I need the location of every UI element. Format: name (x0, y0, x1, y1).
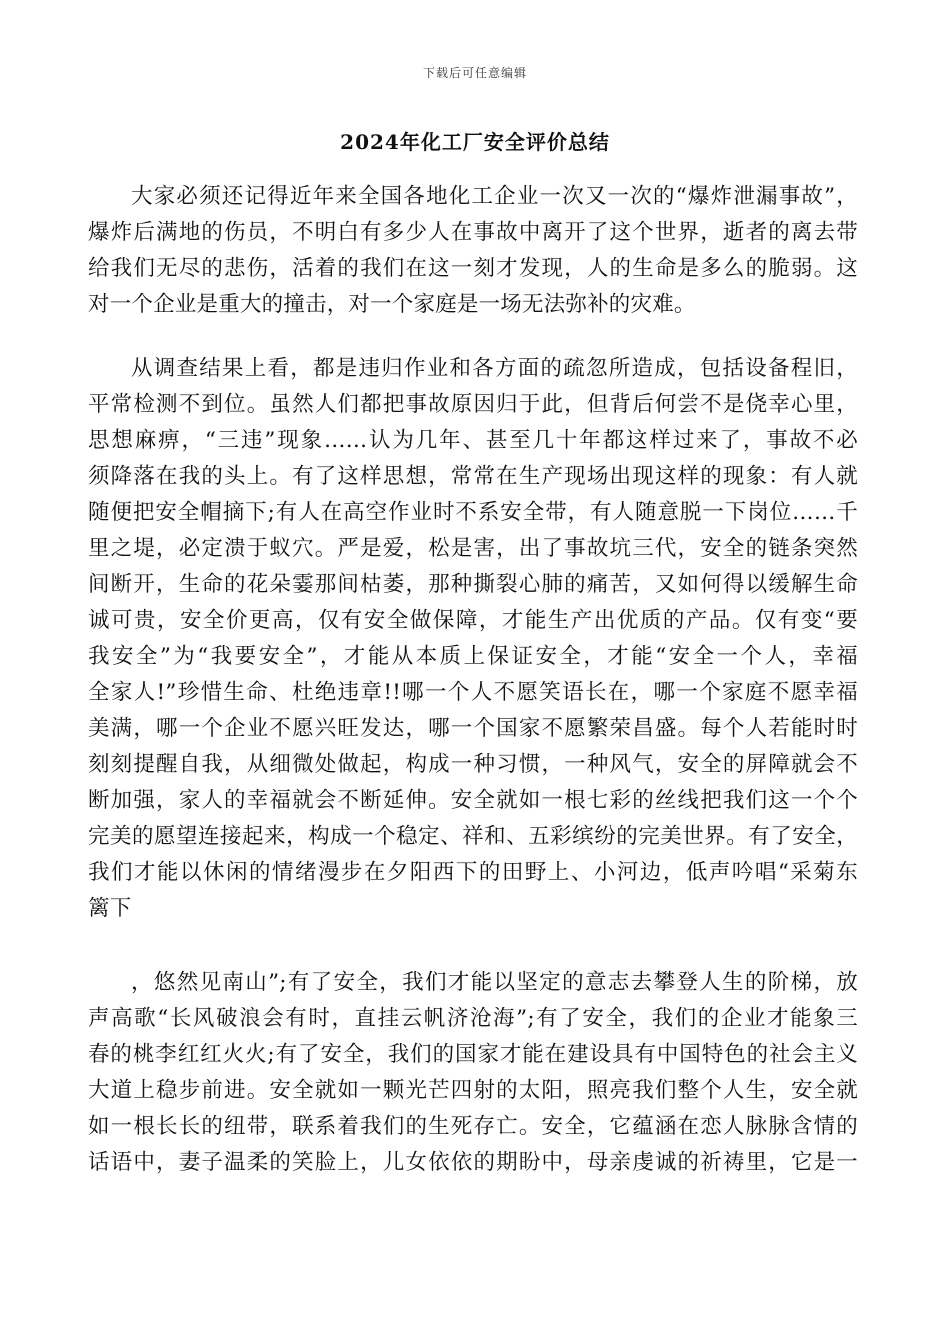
paragraph-line: 如一根长长的纽带，联系着我们的生死存亡。安全，它蕴涵在恋人脉脉含情的 (88, 1114, 858, 1139)
paragraph-line: 篱下 (88, 896, 132, 921)
paragraph-line: 间断开，生命的花朵霎那间枯萎，那种撕裂心肺的痛苦，又如何得以缓解生命 (88, 572, 858, 597)
paragraph-line: 须降落在我的头上。有了这样思想，常常在生产现场出现这样的现象：有人就 (88, 464, 858, 489)
paragraph-line: 我安全”为“我要安全”，才能从本质上保证安全，才能“安全一个人，幸福 (88, 644, 858, 669)
paragraph-line: 从调查结果上看，都是违归作业和各方面的疏忽所造成，包括设备程旧， (131, 356, 858, 381)
paragraph-line: 爆炸后满地的伤员，不明白有多少人在事故中离开了这个世界，逝者的离去带 (88, 220, 858, 245)
paragraph-line: 里之堤，必定溃于蚁穴。严是爱，松是害，出了事故坑三代，安全的链条突然 (88, 536, 858, 561)
header-note: 下载后可任意编辑 (422, 66, 527, 80)
paragraph-line: ，悠然见南山”;有了安全，我们才能以坚定的意志去攀登人生的阶梯，放 (131, 970, 858, 995)
paragraph-line: 对一个企业是重大的撞击，对一个家庭是一场无法弥补的灾难。 (88, 292, 696, 317)
paragraph-line: 平常检测不到位。虽然人们都把事故原因归于此，但背后何尝不是侥幸心里， (88, 392, 858, 417)
paragraph-line: 春的桃李红红火火;有了安全，我们的国家才能在建设具有中国特色的社会主义 (88, 1042, 858, 1067)
paragraph-line: 大道上稳步前进。安全就如一颗光芒四射的太阳，照亮我们整个人生，安全就 (88, 1078, 858, 1103)
paragraph-line: 给我们无尽的悲伤，活着的我们在这一刻才发现，人的生命是多么的脆弱。这 (88, 256, 858, 281)
paragraph-line: 思想麻痹，“三违”现象……认为几年、甚至几十年都这样过来了，事故不必 (88, 428, 858, 453)
paragraph-line: 美满，哪一个企业不愿兴旺发达，哪一个国家不愿繁荣昌盛。每个人若能时时 (88, 716, 858, 741)
paragraph-line: 大家必须还记得近年来全国各地化工企业一次又一次的“爆炸泄漏事故”， (131, 184, 858, 209)
paragraph-line: 诚可贵，安全价更高，仅有安全做保障，才能生产出优质的产品。仅有变“要 (88, 608, 858, 633)
paragraph-line: 完美的愿望连接起来，构成一个稳定、祥和、五彩缤纷的完美世界。有了安全， (88, 824, 858, 849)
paragraph-line: 刻刻提醒自我，从细微处做起，构成一种习惯，一种风气，安全的屏障就会不 (88, 752, 858, 777)
paragraph-line: 全家人!”珍惜生命、杜绝违章!!哪一个人不愿笑语长在，哪一个家庭不愿幸福 (88, 680, 858, 705)
paragraph-line: 声高歌“长风破浪会有时，直挂云帆济沧海”;有了安全，我们的企业才能象三 (88, 1006, 858, 1031)
paragraph-line: 随便把安全帽摘下;有人在高空作业时不系安全带，有人随意脱一下岗位……千 (88, 500, 858, 525)
document-title: 2024年化工厂安全评价总结 (340, 130, 610, 154)
paragraph-line: 话语中，妻子温柔的笑脸上，儿女依依的期盼中，母亲虔诚的祈祷里，它是一 (88, 1150, 858, 1175)
paragraph-line: 我们才能以休闲的情绪漫步在夕阳西下的田野上、小河边，低声吟唱“采菊东 (88, 860, 858, 885)
paragraph-line: 断加强，家人的幸福就会不断延伸。安全就如一根七彩的丝线把我们这一个个 (88, 788, 858, 813)
